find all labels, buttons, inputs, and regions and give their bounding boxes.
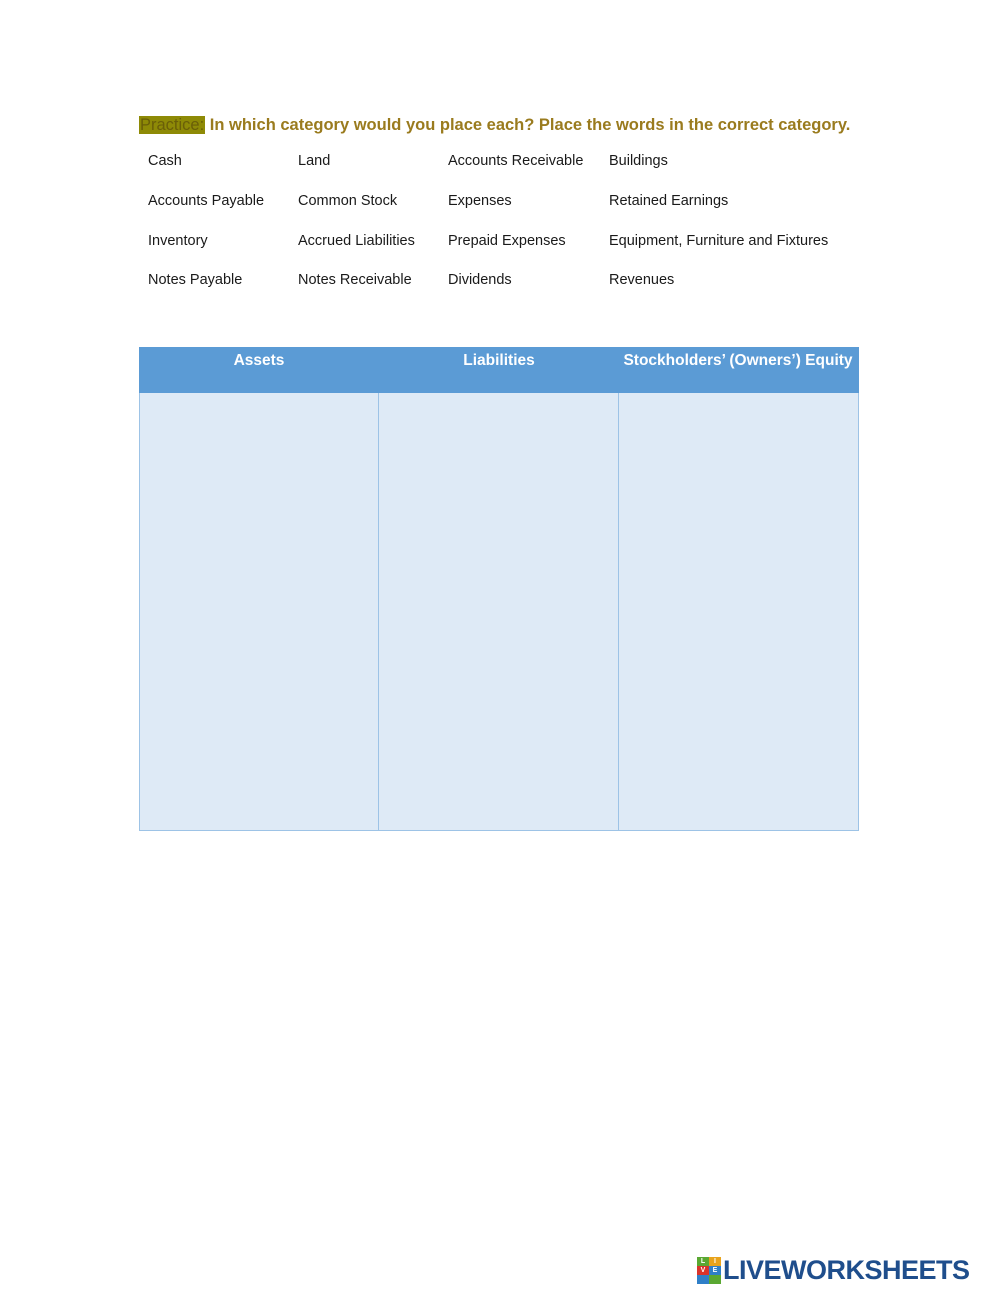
word-item[interactable]: Cash [148,153,182,169]
word-item[interactable]: Common Stock [298,193,398,209]
word-item[interactable]: Inventory [148,233,208,249]
drop-zone-liabilities[interactable] [379,393,619,831]
drop-zone-assets[interactable] [139,393,379,831]
logo-letter: L [697,1257,709,1266]
word-item[interactable]: Retained Earnings [609,193,729,209]
category-table [139,347,859,832]
word-item[interactable]: Revenues [609,272,675,288]
instructions-heading [139,116,850,135]
header-liabilities: Liabilities [463,352,535,369]
word-item[interactable]: Accounts Payable [148,193,265,209]
liveworksheets-logo-icon [697,1257,721,1284]
word-item[interactable]: Notes Receivable [298,272,412,288]
logo-letter: E [709,1266,721,1275]
logo-letter: I [709,1257,721,1266]
word-item[interactable]: Land [298,153,331,169]
table-header [139,347,859,393]
drop-zone-equity[interactable] [619,393,859,831]
header-equity: Stockholders’ (Owners’) Equity [623,352,853,369]
word-item[interactable]: Accrued Liabilities [298,233,415,249]
word-item[interactable]: Expenses [448,193,512,209]
logo-letter: V [697,1266,709,1275]
word-item[interactable]: Buildings [609,153,668,169]
word-item[interactable]: Prepaid Expenses [448,233,566,249]
header-assets: Assets [233,352,285,369]
practice-highlight: Practice: [140,116,205,134]
word-item[interactable]: Notes Payable [148,272,243,288]
word-item[interactable]: Equipment, Furniture and Fixtures [609,233,829,249]
word-item[interactable]: Accounts Receivable [448,153,584,169]
logo-text: LIVEWORKSHEETS [723,1254,970,1285]
instructions-text: In which category would you place each? Place the words in the correct category. [205,116,851,134]
word-item[interactable]: Dividends [448,272,512,288]
liveworksheets-logo [697,1254,970,1286]
